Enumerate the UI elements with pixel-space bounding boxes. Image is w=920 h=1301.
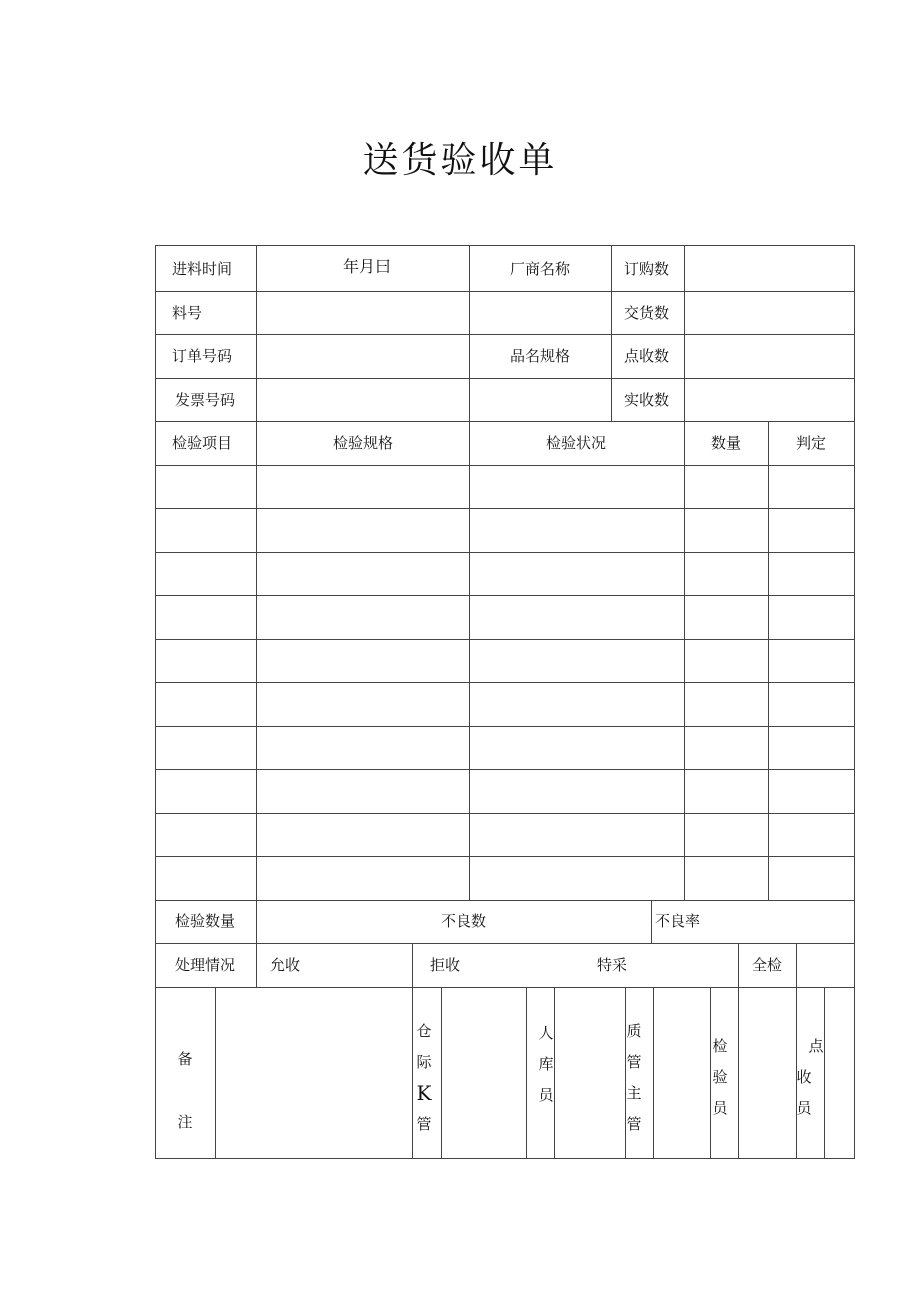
grid-line (824, 987, 825, 1158)
grid-line (738, 943, 739, 987)
handling-label: 处理情况 (175, 956, 236, 974)
inspection-spec-header: 检验规格 (333, 434, 394, 452)
grid-line (526, 987, 527, 1158)
grid-line (684, 245, 685, 421)
grid-line (155, 639, 855, 640)
grid-line (155, 595, 855, 596)
grid-line (155, 291, 855, 292)
full-inspect-option[interactable]: 全检 (752, 956, 783, 974)
vendor-name-label: 厂商名称 (510, 260, 571, 278)
order-qty-label: 订购数 (624, 260, 670, 278)
grid-line (768, 421, 769, 900)
inspector-label: 检 验 员 (712, 1037, 728, 1117)
accept-option[interactable]: 允收 (270, 956, 301, 974)
product-spec-label: 品名规格 (510, 347, 571, 365)
date-value[interactable]: 年月曰 (343, 257, 392, 276)
grid-line (611, 245, 612, 421)
grid-line (155, 856, 855, 857)
page-title: 送货验收单 (362, 140, 558, 181)
inspection-item-header: 检验项目 (172, 434, 233, 452)
receiver-label-chars: 收 员 (796, 1068, 812, 1117)
grid-line (155, 987, 855, 988)
grid-line (796, 943, 797, 987)
received-qty-label: 实收数 (624, 391, 670, 409)
grid-line (684, 421, 685, 900)
order-no-label: 订单号码 (172, 347, 233, 365)
remark-label: 备 注 (177, 1050, 193, 1131)
receiver-label-char-1: 点 (808, 1037, 824, 1055)
defect-rate-label: 不良率 (655, 912, 701, 930)
grid-line (155, 245, 855, 246)
grid-line (155, 421, 855, 422)
grid-line (441, 987, 442, 1158)
special-accept-option[interactable]: 特采 (597, 956, 628, 974)
grid-line (155, 508, 855, 509)
defect-count-label: 不良数 (441, 912, 487, 930)
grid-line (215, 987, 216, 1158)
grid-line (155, 378, 855, 379)
part-no-label: 料号 (172, 304, 203, 322)
grid-line (653, 987, 654, 1158)
grid-line (412, 987, 413, 1158)
grid-line (155, 465, 855, 466)
grid-line (155, 769, 855, 770)
arrival-time-label: 进料时间 (172, 260, 233, 278)
warehouse-manager-label: 仓 际 K 管 (416, 1022, 432, 1133)
quantity-header: 数量 (711, 434, 742, 452)
reject-option[interactable]: 拒收 (430, 956, 461, 974)
stocker-label: 人 库 员 (538, 1024, 554, 1104)
grid-line (854, 245, 855, 1159)
inspect-qty-label: 检验数量 (175, 912, 236, 930)
invoice-no-label: 发票号码 (175, 391, 236, 409)
inspection-status-header: 检验状况 (546, 434, 607, 452)
grid-line (155, 682, 855, 683)
grid-line (155, 1158, 855, 1159)
grid-line (651, 900, 652, 943)
grid-line (155, 943, 855, 944)
delivered-qty-label: 交货数 (624, 304, 670, 322)
grid-line (155, 813, 855, 814)
grid-line (155, 900, 855, 901)
grid-line (155, 552, 855, 553)
grid-line (155, 245, 156, 1159)
grid-line (412, 943, 413, 987)
judgement-header: 判定 (796, 434, 827, 452)
grid-line (469, 245, 470, 900)
grid-line (256, 245, 257, 987)
grid-line (738, 987, 739, 1158)
qa-manager-label: 质 管 主 管 (626, 1022, 642, 1133)
grid-line (155, 726, 855, 727)
counted-qty-label: 点收数 (624, 347, 670, 365)
grid-line (155, 334, 855, 335)
